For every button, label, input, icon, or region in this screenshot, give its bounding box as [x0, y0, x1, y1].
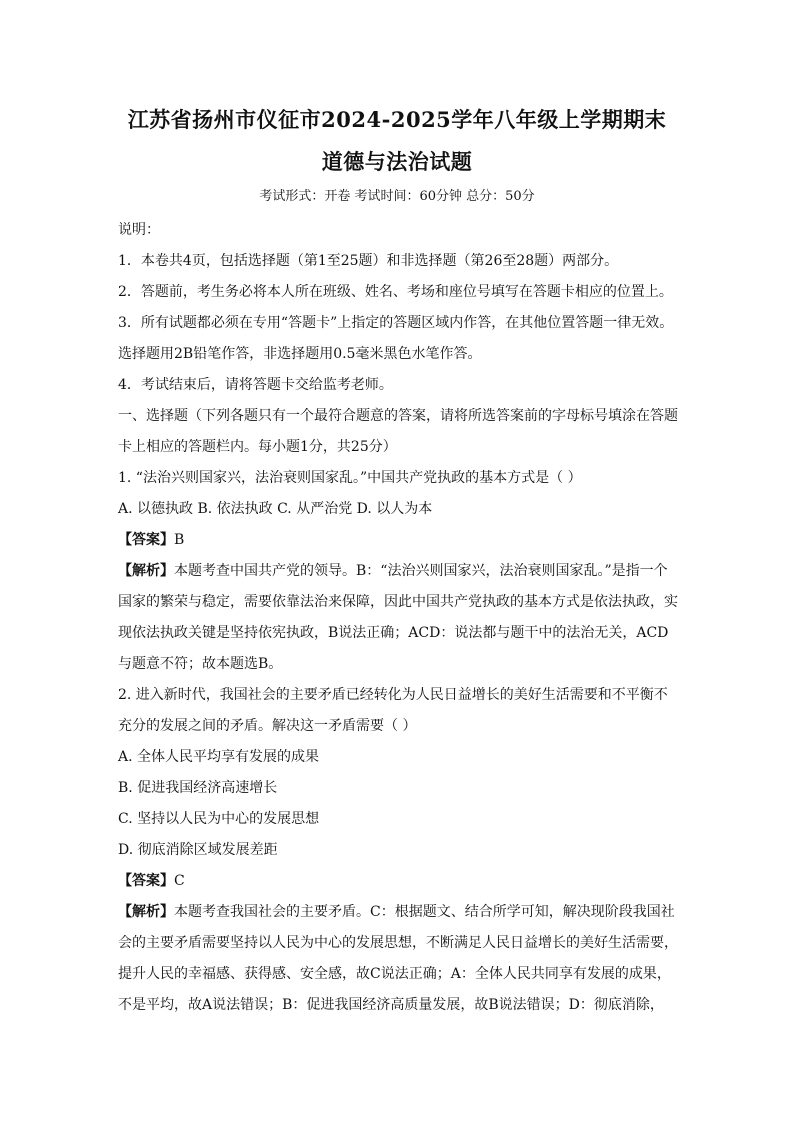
question-2-option-a: A. 全体人民平均享有发展的成果 — [118, 749, 320, 765]
question-2-stem: 2. 进入新时代，我国社会的主要矛盾已经转化为人民日益增长的美好生活需要和不平衡不 — [118, 687, 668, 703]
question-2-stem: 充分的发展之间的矛盾。解决这一矛盾需要（ ） — [118, 718, 417, 734]
analysis-text: 本题考查我国社会的主要矛盾。C：根据题文、结合所学可知，解决现阶段我国社 — [174, 904, 675, 920]
answer-value: C — [174, 873, 185, 889]
question-2-analysis — [118, 897, 680, 928]
question-2-option-c: C. 坚持以人民为中心的发展思想 — [118, 811, 320, 827]
question-1-analysis — [118, 556, 680, 587]
instruction-item: 选择题用2B铅笔作答，非选择题用0.5毫米黑色水笔作答。 — [118, 346, 482, 362]
instructions-heading: 说明： — [118, 222, 160, 238]
question-2-answer — [118, 866, 680, 897]
analysis-label: 【解析】 — [118, 904, 174, 920]
answer-label: 【答案】 — [118, 532, 174, 548]
analysis-line: 会的主要矛盾需要坚持以人民为中心的发展思想，不断满足人民日益增长的美好生活需要， — [118, 935, 678, 951]
exam-info: 考试形式：开卷 考试时间：60分钟 总分：50分 — [259, 189, 535, 204]
analysis-line: 提升人民的幸福感、获得感、安全感，故C说法正确；A：全体人民共同享有发展的成果， — [118, 966, 671, 982]
question-2-option-b: B. 促进我国经济高速增长 — [118, 780, 278, 796]
instruction-item: 2．答题前，考生务必将本人所在班级、姓名、考场和座位号填写在答题卡相应的位置上。 — [118, 284, 673, 300]
instruction-item: 1．本卷共4页，包括选择题（第1至25题）和非选择题（第26至28题）两部分。 — [118, 253, 619, 269]
analysis-label: 【解析】 — [118, 563, 174, 579]
section-heading: 一、选择题（下列各题只有一个最符合题意的答案，请将所选答案前的字母标号填涂在答题 — [118, 408, 678, 424]
question-1-answer — [118, 525, 680, 556]
analysis-line: 与题意不符；故本题选B。 — [118, 656, 283, 672]
document-body — [118, 215, 680, 1021]
answer-value: B — [174, 532, 185, 548]
instruction-item: 4．考试结束后，请将答题卡交给监考老师。 — [118, 377, 393, 393]
section-heading: 卡上相应的答题栏内。每小题1分，共25分） — [118, 439, 397, 455]
analysis-line: 国家的繁荣与稳定，需要依靠法治来保障，因此中国共产党执政的基本方式是依法执政，实 — [118, 594, 678, 610]
answer-label: 【答案】 — [118, 873, 174, 889]
analysis-line: 现依法执政关键是坚持依宪执政，B说法正确；ACD：说法都与题干中的法治无关，ACD — [118, 625, 669, 641]
question-1-stem: 1. “法治兴则国家兴，法治衰则国家乱。”中国共产党执政的基本方式是（ ） — [118, 470, 582, 486]
document-title-line2: 道德与法治试题 — [321, 149, 473, 174]
analysis-line: 不是平均，故A说法错误；B：促进我国经济高质量发展，故B说法错误；D：彻底消除， — [118, 997, 664, 1013]
analysis-text: 本题考查中国共产党的领导。B：“法治兴则国家兴，法治衰则国家乱。”是指一个 — [174, 563, 668, 579]
question-1-options: A. 以德执政 B. 依法执政 C. 从严治党 D. 以人为本 — [118, 501, 433, 517]
question-2-option-d: D. 彻底消除区域发展差距 — [118, 842, 278, 858]
document-title-line1: 江苏省扬州市仪征市2024-2025学年八年级上学期期末 — [127, 107, 667, 132]
instruction-item: 3．所有试题都必须在专用“答题卡”上指定的答题区域内作答，在其他位置答题一律无效。 — [118, 315, 674, 331]
